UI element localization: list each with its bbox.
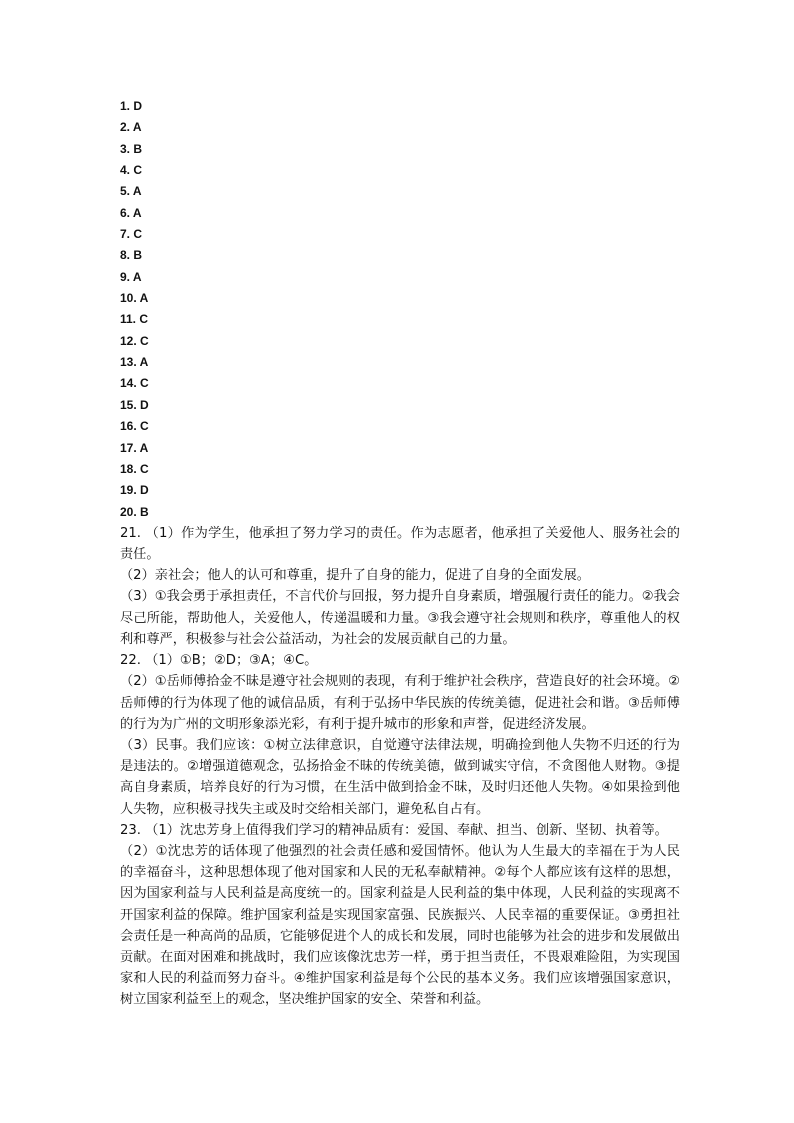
- q21-part3-answer: （3）①我会勇于承担责任，不言代价与回报，努力提升自身素质，增强履行责任的能力。②我会尽己所能，帮助他人，关爱他人，传递温暖和力量。③我会遵守社会规则和秩序，尊重他人的权利和尊严，积极参与社会公益活动，为社会的发展贡献自己的力量。: [120, 589, 680, 647]
- mc-answer-12: 12. C: [120, 333, 149, 348]
- mc-answer-6: 6. A: [120, 205, 142, 220]
- q22-part3-answer: （3）民事。我们应该：①树立法律意识，自觉遵守法律法规，明确捡到他人失物不归还的行为是违法的。②增强道德观念，弘扬拾金不昧的传统美德，做到诚实守信，不贪图他人财物。③提高自身素质，培养良好的行为习惯，在生活中做到拾金不昧，及时归还他人失物。④如果捡到他人失物，应积极寻找失主或及时交给相关部门，避免私自占有。: [120, 737, 680, 817]
- mc-answer-17: 17. A: [120, 440, 149, 455]
- mc-answer-11: 11. C: [120, 312, 149, 327]
- q22-part2-answer: （2）①岳师傅拾金不昧是遵守社会规则的表现，有利于维护社会秩序，营造良好的社会环境。②岳师傅的行为体现了他的诚信品质，有利于弘扬中华民族的传统美德，促进社会和谐。③岳师傅的行为为广州的文明形象添光彩，有利于提升城市的形象和声誉，促进经济发展。: [120, 674, 680, 732]
- mc-answer-8: 8. B: [120, 248, 143, 263]
- mc-answer-16: 16. C: [120, 419, 149, 434]
- essay-answers: [120, 523, 680, 1011]
- answer-sheet: [120, 96, 680, 1011]
- mc-answer-10: 10. A: [120, 291, 149, 306]
- mc-answer-19: 19. D: [120, 483, 149, 498]
- mc-answer-15: 15. D: [120, 397, 149, 412]
- mc-answer-1: 1. D: [120, 99, 143, 113]
- mc-answer-4: 4. C: [120, 163, 143, 178]
- q22-part1-answer: 22. （1）①B；②D；③A；④C。: [120, 653, 318, 669]
- mc-answer-3: 3. B: [120, 141, 143, 156]
- mc-answer-20: 20. B: [120, 504, 149, 519]
- mc-answer-13: 13. A: [120, 355, 149, 370]
- mc-answer-5: 5. A: [120, 184, 142, 199]
- mc-answer-18: 18. C: [120, 461, 149, 476]
- q21-part2-answer: （2）亲社会；他人的认可和尊重，提升了自身的能力，促进了自身的全面发展。: [120, 568, 590, 584]
- mc-answer-7: 7. C: [120, 227, 143, 242]
- mc-answer-9: 9. A: [120, 269, 142, 284]
- q23-part1-answer: 23. （1）沈忠芳身上值得我们学习的精神品质有：爱国、奉献、担当、创新、坚韧、执着等。: [120, 822, 668, 838]
- q21-part1-answer: 21. （1）作为学生，他承担了努力学习的责任。作为志愿者，他承担了关爱他人、服务社会的责任。: [120, 525, 680, 563]
- q23-part2-answer: （2）①沈忠芳的话体现了他强烈的社会责任感和爱国情怀。他认为人生最大的幸福在于为人民的幸福奋斗，这种思想体现了他对国家和人民的无私奉献精神。②每个人都应该有这样的思想，因为国家利益与人民利益是高度统一的。国家利益是人民利益的集中体现，人民利益的实现离不开国家利益的保障。维护国家利益是实现国家富强、民族振兴、人民幸福的重要保证。③勇担社会责任是一种高尚的品质，它能够促进个人的成长和发展，同时也能够为社会的进步和发展做出贡献。在面对困难和挑战时，我们应该像沈忠芳一样，勇于担当责任，不畏艰难险阻，为实现国家和人民的利益而努力奋斗。④维护国家利益是每个公民的基本义务。我们应该增强国家意识，树立国家利益至上的观念，坚决维护国家的安全、荣誉和利益。: [120, 843, 680, 1008]
- multiple-choice-answers: [120, 96, 680, 523]
- mc-answer-14: 14. C: [120, 376, 149, 391]
- mc-answer-2: 2. A: [120, 120, 142, 135]
